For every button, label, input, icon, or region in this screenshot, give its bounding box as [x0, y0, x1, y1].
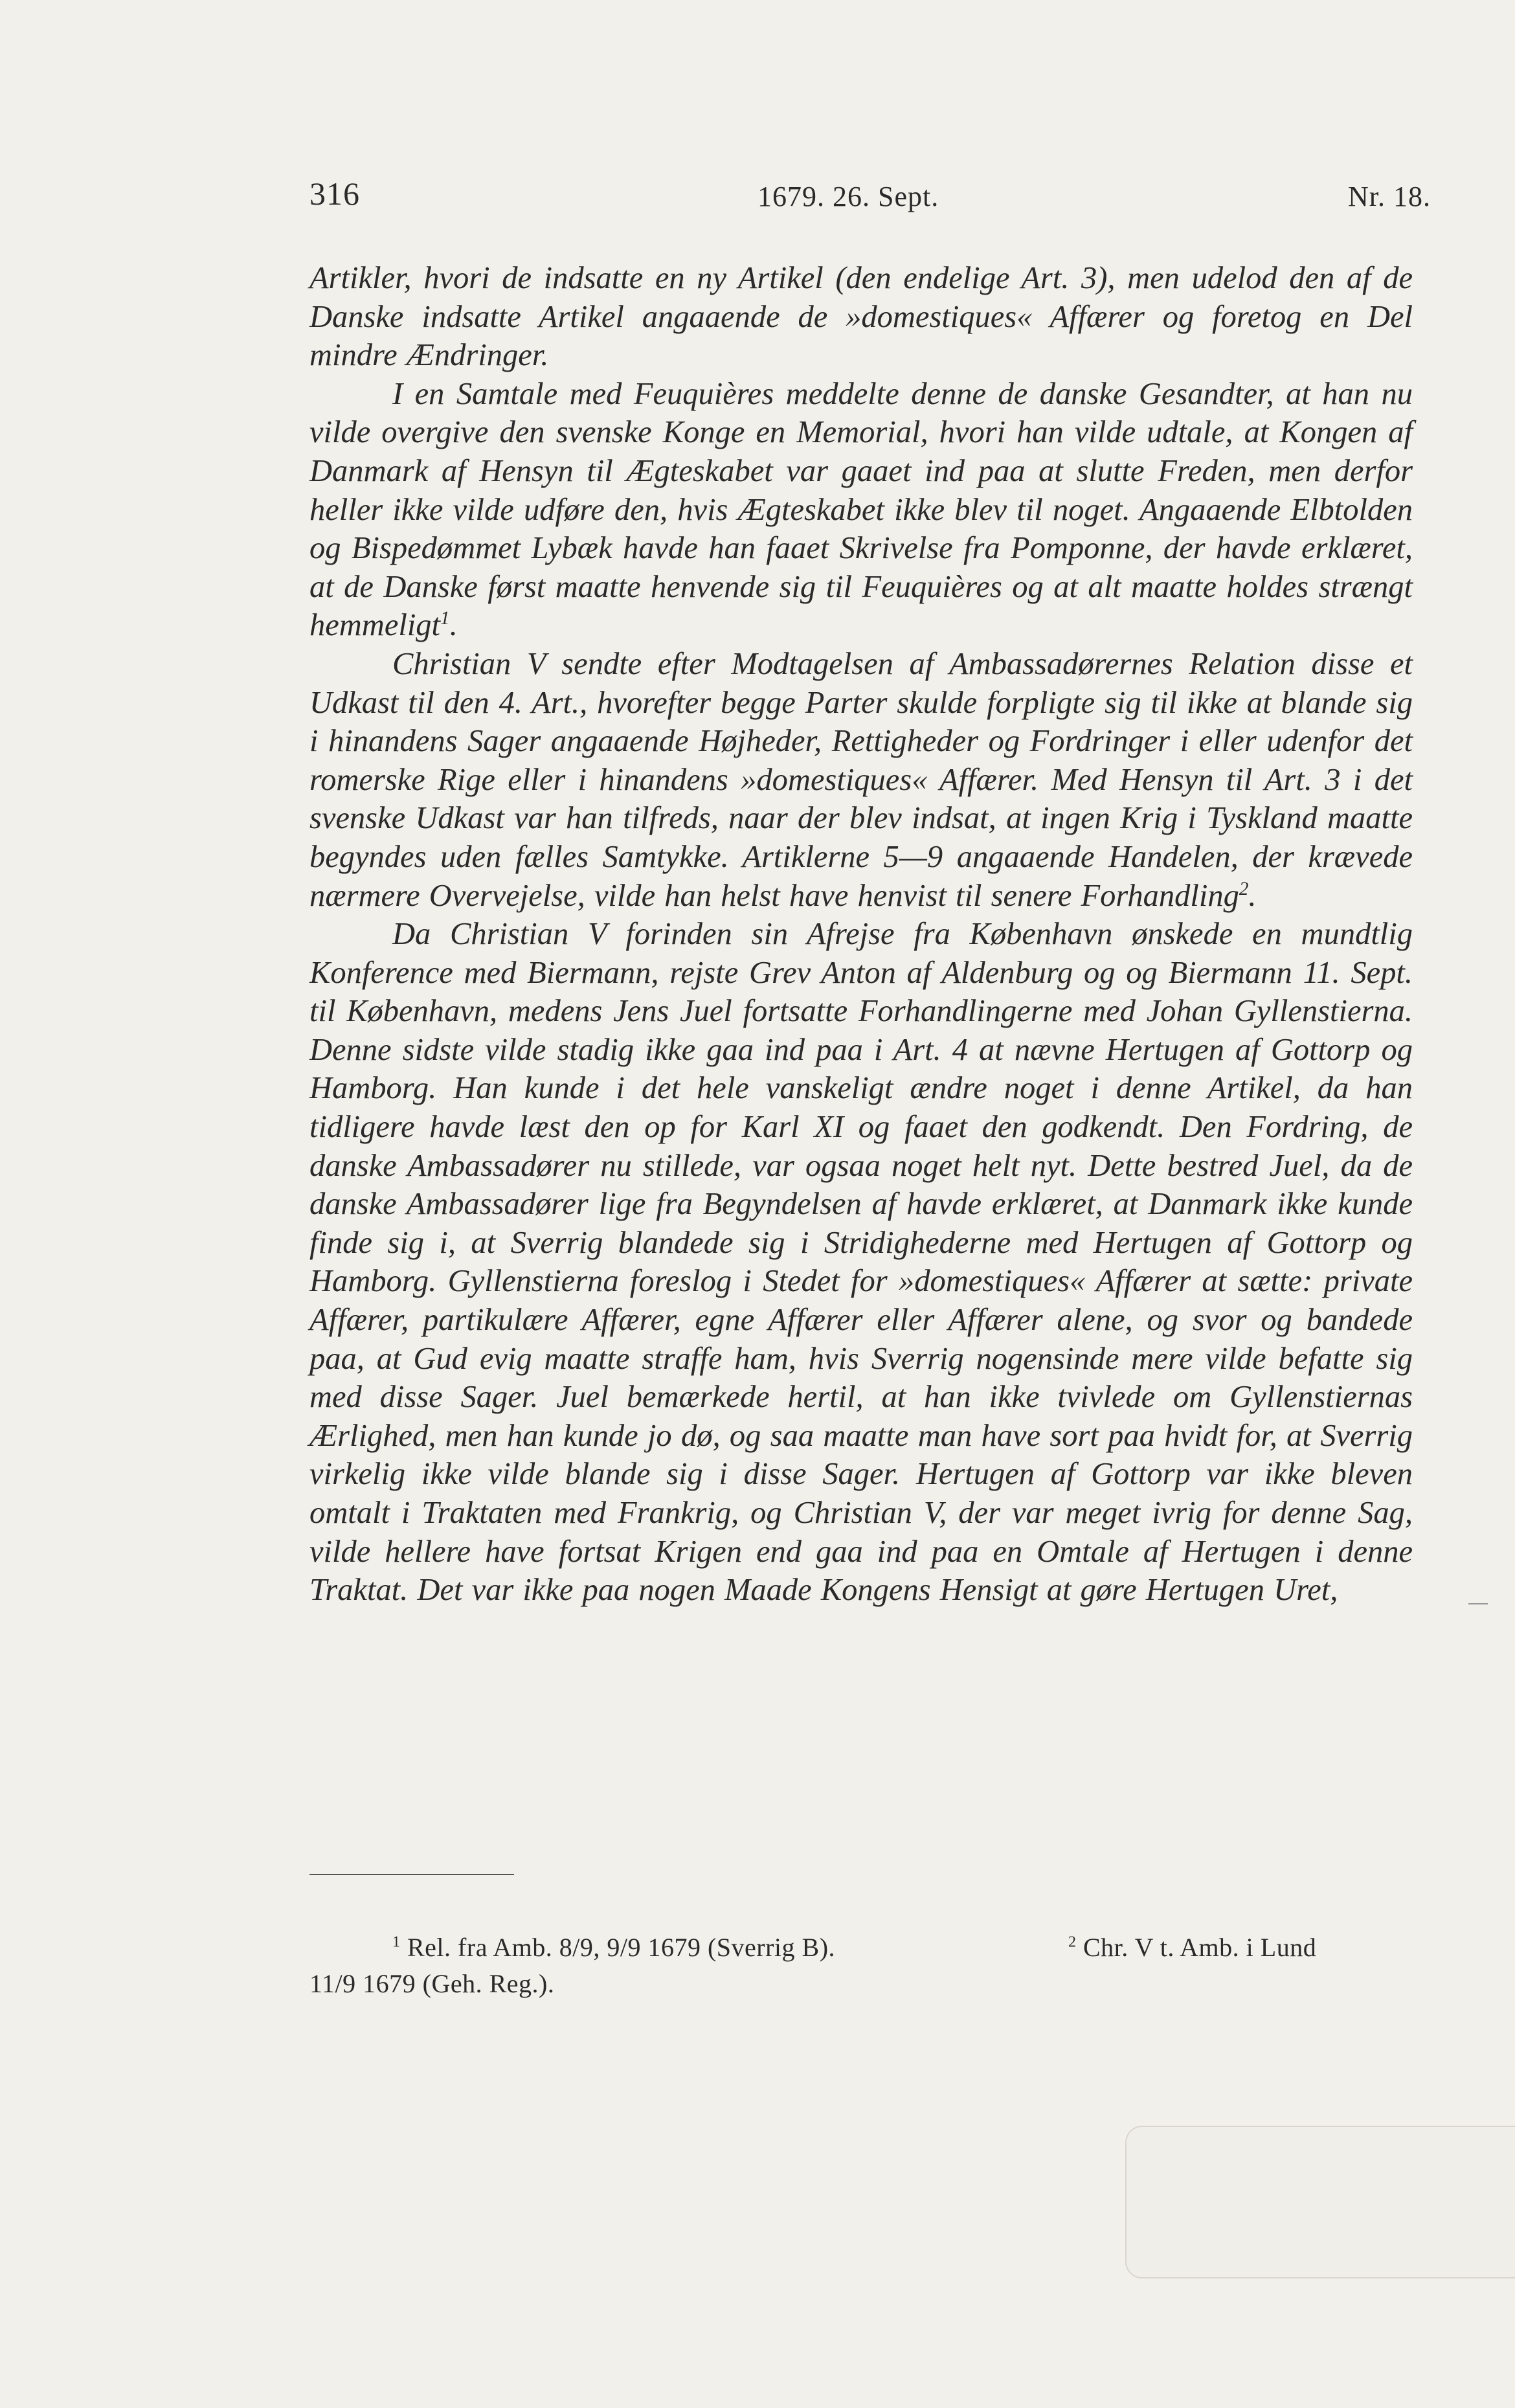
paragraph-3: Christian V sendte efter Modtagelsen af Ambassadørernes Relation disse et Udkast til den 4. Art., hvorefter begge Parter skulde forpligte sig til ikke at blande sig i hinandens Sager angaaende Højheder, Rettigheder og Fordringer i eller udenfor det romerske Rige eller i hinandens »domestiques« Affærer. Med Hensyn til Art. 3 i det svenske Udkast var han tilfreds, naar der blev indsat, at ingen Krig i Tyskland maatte begyndes uden fælles Samtykke. Artiklerne 5—9 angaaende Handelen, der krævede nærmere Overvejelse, vilde han helst have henvist til senere Forhandling$^2$. [309, 646, 1413, 913]
footnote-ref-2[interactable]: 2 [1239, 878, 1249, 899]
paragraph-4: Da Christian V forinden sin Afrejse fra København ønskede en mundtlig Konference med Biermann, rejste Grev Anton af Aldenburg og og Biermann 11. Sept. til København, medens Jens Juel fortsatte Forhandlingerne med Johan Gyllenstierna. Denne sidste vilde stadig ikke gaa ind paa i Art. 4 at nævne Hertugen af Gottorp og Hamborg. Han kunde i det hele vanskeligt ændre noget i denne Artikel, da han tidligere havde læst den op for Karl XI og faaet den godkendt. Den Fordring, de danske Ambassadører nu stillede, var ogsaa noget helt nyt. Dette bestred Juel, da de danske Ambassadører lige fra Begyndelsen af havde erklæret, at Danmark ikke kunde finde sig i, at Sverrig blandede sig i Stridighederne med Hertugen af Gottorp og Hamborg. Gyllenstierna foreslog i Stedet for »domestiques« Affærer at sætte: private Affærer, partikulære Affærer, egne Affærer eller Affærer alene, og svor og bandede paa, at Gud evig maatte straffe ham, hvis Sverrig nogensinde mere vilde befatte sig med disse Sager. Juel bemærkede hertil, at han ikke tvivlede om Gyllenstiernas Ærlighed, men han kunde jo dø, og saa maatte man have sort paa hvidt for, at Sverrig virkelig ikke vilde blande sig i disse Sager. Hertugen af Gottorp var ikke bleven omtalt i Traktaten med Frankrig, og Christian V, der var meget ivrig for denne Sag, vilde hellere have fortsat Krigen end gaa ind paa en Omtale af Hertugen i denne Traktat. Det var ikke paa nogen Maade Kongens Hensigt at gøre Hertugen Uret, [309, 917, 1413, 1608]
document-number: Nr. 18. [1348, 181, 1431, 212]
footnote-ref-1[interactable]: 1 [440, 608, 450, 629]
page-tab-marker [1125, 2126, 1515, 2279]
page-header [309, 175, 1431, 220]
paragraph-2: I en Samtale med Feuquières meddelte denne de danske Gesandter, at han nu vilde overgive den svenske Konge en Memorial, hvori han vilde udtale, at Kongen af Danmark af Hensyn til Ægteskabet var gaaet ind paa at slutte Freden, men derfor heller ikke vilde udføre den, hvis Ægteskabet ikke blev til noget. Angaaende Elbtolden og Bispedømmet Lybæk havde han faaet Skrivelse fra Pomponne, der havde erklæret, at de Danske først maatte henvende sig til Feuquières og at alt maatte holdes strængt hemmeligt$^1$. [309, 376, 1413, 643]
footnote-1: $^1$ Rel. fra Amb. 8/9, 9/9 1679 (Sverrig B). [392, 1933, 836, 1962]
header-date: 1679. 26. Sept. [758, 181, 939, 212]
footnote-2: $^2$ Chr. V t. Amb. i Lund [1068, 1933, 1317, 1962]
footnote-divider [309, 1874, 514, 1875]
body-text [309, 259, 1413, 1610]
margin-mark [1468, 1603, 1488, 1604]
page-number: 316 [309, 175, 360, 212]
paragraph-1: Artikler, hvori de indsatte en ny Artikel (den endelige Art. 3), men udelod den af de Danske indsatte Artikel angaaende de »domestiques« Affærer og foretog en Del mindre Ændringer. [309, 261, 1413, 373]
footnote-2-continuation: 11/9 1679 (Geh. Reg.). [309, 1969, 555, 1998]
